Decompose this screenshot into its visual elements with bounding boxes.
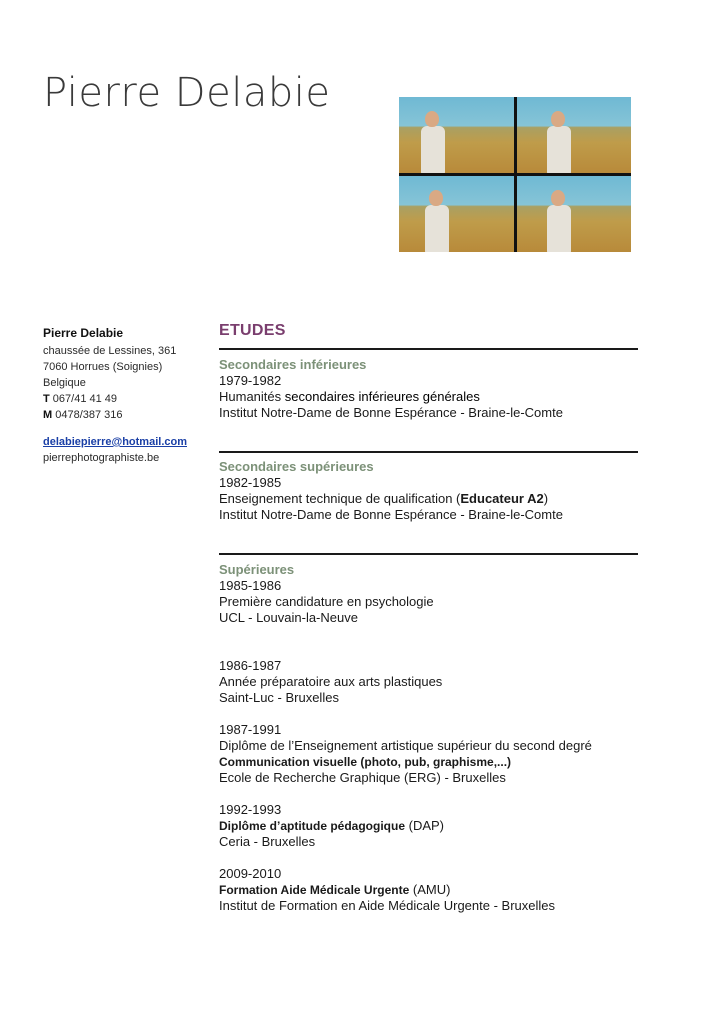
secondary-upper-title: Secondaires supérieures bbox=[219, 459, 374, 474]
secondary-lower-years: 1979-1982 bbox=[219, 373, 282, 388]
higher-block bbox=[219, 562, 638, 914]
portrait-photo bbox=[517, 176, 632, 252]
address-country: Belgique bbox=[43, 377, 86, 389]
phone-row bbox=[43, 391, 203, 407]
mobile-label: M bbox=[43, 409, 53, 421]
study-entry: 1985-1986 Première candidature en psychologie UCL - Louvain-la-Neuve bbox=[219, 578, 434, 625]
secondary-lower-school: Institut Notre-Dame de Bonne Espérance - Braine-le-Comte bbox=[219, 405, 563, 420]
address-line: chaussée de Lessines, 361 bbox=[43, 345, 177, 357]
portrait-photo bbox=[399, 176, 514, 252]
mobile-number: 0478/387 316 bbox=[55, 409, 123, 421]
address-city: 7060 Horrues (Soignies) bbox=[43, 361, 163, 373]
secondary-upper-program: Enseignement technique de qualification (Educateur A2) bbox=[219, 491, 549, 506]
portrait-photo bbox=[517, 97, 632, 173]
divider bbox=[219, 553, 638, 555]
secondary-upper-years: 1982-1985 bbox=[219, 475, 282, 490]
secondary-lower-program: Humanités secondaires inférieures générales bbox=[219, 389, 480, 404]
study-entry: 1987-1991 Diplôme de l’Enseignement artistique supérieur du second degré Communication visuelle (photo, pub, graphisme,...) Ecole de Recherche Graphique (ERG) - Bruxelles bbox=[219, 722, 592, 785]
page-title: Pierre Delabie bbox=[43, 70, 331, 116]
phone-label: T bbox=[43, 393, 50, 405]
contact-name: Pierre Delabie bbox=[43, 326, 124, 340]
website-text: pierrephotographiste.be bbox=[43, 452, 160, 464]
secondary-upper-block bbox=[219, 459, 638, 523]
higher-title: Supérieures bbox=[219, 562, 295, 577]
phone-number: 067/41 41 49 bbox=[52, 393, 118, 405]
section-heading: ETUDES bbox=[219, 322, 638, 350]
email-link[interactable]: delabiepierre@hotmail.com bbox=[43, 436, 187, 448]
secondary-lower-block bbox=[219, 357, 638, 421]
portrait-photo bbox=[399, 97, 514, 173]
divider bbox=[219, 451, 638, 453]
study-entry: 1992-1993 Diplôme d’aptitude pédagogique (DAP) Ceria - Bruxelles bbox=[219, 802, 444, 849]
mobile-row bbox=[43, 407, 203, 423]
study-entry: 1986-1987 Année préparatoire aux arts plastiques Saint-Luc - Bruxelles bbox=[219, 658, 443, 705]
study-entry: 2009-2010 Formation Aide Médicale Urgente (AMU) Institut de Formation en Aide Médicale Urgente - Bruxelles bbox=[219, 866, 556, 913]
secondary-lower-title: Secondaires inférieures bbox=[219, 357, 367, 372]
studies-section bbox=[219, 322, 638, 914]
secondary-upper-school: Institut Notre-Dame de Bonne Espérance - Braine-le-Comte bbox=[219, 507, 563, 522]
contact-sidebar bbox=[43, 325, 203, 466]
portrait-photo-grid bbox=[399, 97, 631, 252]
